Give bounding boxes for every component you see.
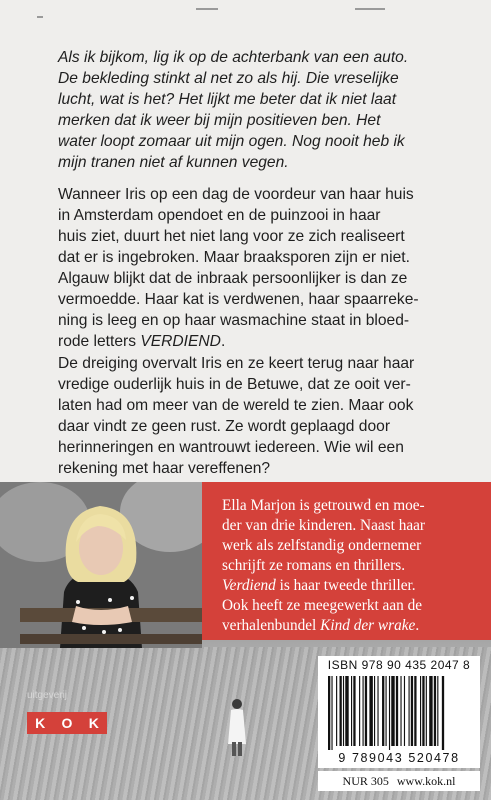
- blurb-line: laten had om meer van de wereld te zien. Maar ook: [58, 397, 414, 414]
- isbn-barcode-box: [318, 656, 480, 768]
- bio-line: [222, 576, 425, 596]
- bio-text: verhalenbundel: [222, 617, 321, 634]
- blurb-line: dat er is ingebroken. Maar braaksporen zijn er niet.: [58, 249, 410, 266]
- bio-line: schrijft ze romans en thrillers.: [222, 557, 406, 574]
- blurb-line: ning is leeg en op haar wasmachine staat in bloed-: [58, 312, 410, 329]
- blurb-line: daar vindt ze geen rust. Ze wordt geplaagd door: [58, 418, 391, 435]
- excerpt-line: De bekleding stinkt al net zo als hij. Die vreselijke: [58, 70, 399, 87]
- excerpt-paragraph: [58, 47, 460, 173]
- blurb-line: huis ziet, duurt het niet lang voor ze zich realiseert: [58, 228, 405, 245]
- bio-line: der van drie kinderen. Naast haar: [222, 517, 426, 534]
- barcode-digits: 9 789043 520478: [338, 751, 460, 765]
- blurb-line: De dreiging overvalt Iris en ze keert terug naar haar: [58, 355, 415, 372]
- excerpt-line: lucht, wat is het? Het lijkt me beter dat ik niet laat: [58, 91, 397, 108]
- book-title-italic: Verdiend: [222, 577, 276, 594]
- blurb-paragraph-1: [58, 184, 460, 352]
- barcode-icon: [326, 676, 472, 750]
- bio-text: is haar tweede thriller.: [275, 577, 416, 594]
- excerpt-line: water loopt zomaar uit mijn ogen. Nog nooit heb ik: [58, 133, 405, 150]
- blurb-text: rode letters: [58, 333, 141, 350]
- standing-woman-icon: [224, 698, 250, 758]
- excerpt-line: mijn tranen niet af kunnen vegen.: [58, 154, 289, 171]
- logo-letter: O: [61, 715, 73, 731]
- isbn-text: ISBN 978 90 435 2047 8: [327, 658, 471, 672]
- bio-line: Ella Marjon is getrouwd en moe-: [222, 497, 425, 514]
- nur-code: NUR 305: [342, 773, 389, 788]
- blurb-line: in Amsterdam opendoet en de puinzooi in haar: [58, 207, 381, 224]
- author-bio: [222, 496, 425, 636]
- bio-text: .: [415, 617, 420, 634]
- blurb-line: Algauw blijkt dat de inbraak persoonlijker is dan ze: [58, 270, 408, 287]
- logo-letter: K: [35, 715, 46, 731]
- scuff-mark: [355, 8, 385, 10]
- nur-box: [318, 771, 480, 791]
- blurb-line: Wanneer Iris op een dag de voordeur van haar huis: [58, 186, 414, 203]
- kok-logo: [27, 712, 107, 734]
- author-bio-box: [202, 482, 491, 640]
- author-portrait-icon: [0, 482, 202, 648]
- bio-line: werk als zelfstandig ondernemer: [222, 537, 422, 554]
- blurb-text: .: [220, 333, 226, 350]
- excerpt-line: Als ik bijkom, lig ik op de achterbank van een auto.: [58, 49, 409, 66]
- publisher-website: www.kok.nl: [396, 773, 456, 788]
- anthology-title-italic: Kind der wrake: [320, 617, 416, 634]
- scuff-mark: [37, 16, 43, 18]
- logo-letter: K: [88, 715, 99, 731]
- blurb-line: rekening met haar vereffenen?: [58, 460, 271, 477]
- blurb-line: vredige ouderlijk huis in de Betuwe, dat ze ooit ver-: [58, 376, 411, 393]
- blurb-line: [58, 331, 460, 352]
- blurb-paragraph-2: [58, 353, 460, 479]
- bio-line: Ook heeft ze meegewerkt aan de: [222, 597, 423, 614]
- blurb-line: herinneringen en wantrouwt iedereen. Wie wil een: [58, 439, 404, 456]
- author-photo: [0, 482, 202, 648]
- excerpt-line: merken dat ik weer bij mijn positieven ben. Het: [58, 112, 381, 129]
- scuff-mark: [196, 8, 218, 10]
- book-title-italic: VERDIEND: [140, 333, 221, 350]
- publisher-label: uitgeverij: [27, 690, 68, 701]
- bio-line: [222, 616, 425, 636]
- blurb-line: vermoedde. Haar kat is verdwenen, haar spaarreke-: [58, 291, 419, 308]
